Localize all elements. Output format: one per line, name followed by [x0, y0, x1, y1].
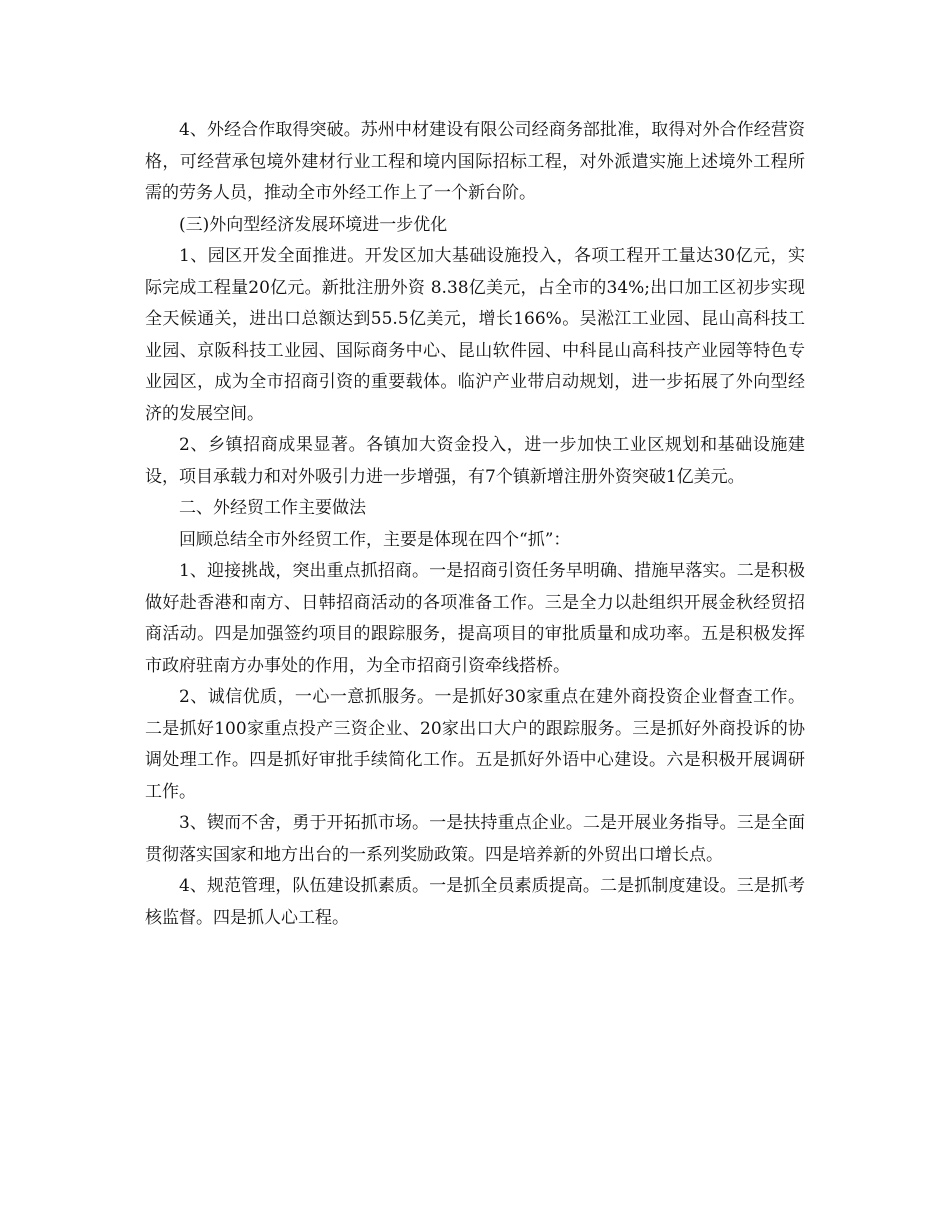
- paragraph-foreign-cooperation: 4、外经合作取得突破。苏州中材建设有限公司经商务部批准，取得对外合作经营资格，可经营承包境外建材行业工程和境内国际招标工程，对外派遣实施上述境外工程所需的劳务人员，推动全市外经工作上了一个新台阶。: [145, 120, 805, 203]
- document-body: [145, 115, 805, 934]
- paragraph-service: 2、诚信优质，一心一意抓服务。一是抓好30家重点在建外商投资企业督查工作。二是抓好100家重点投产三资企业、20家出口大户的跟踪服务。三是抓好外商投诉的协调处理工作。四是抓好审批手续简化工作。五是抓好外语中心建设。六是积极开展调研工作。: [145, 687, 805, 802]
- paragraph-township-investment: 2、乡镇招商成果显著。各镇加大资金投入，进一步加快工业区规划和基础设施建设，项目承载力和对外吸引力进一步增强，有7个镇新增注册外资突破1亿美元。: [145, 435, 805, 487]
- paragraph-management: 4、规范管理，队伍建设抓素质。一是抓全员素质提高。二是抓制度建设。三是抓考核监督。四是抓人心工程。: [145, 876, 805, 928]
- section-heading-methods: 二、外经贸工作主要做法: [179, 498, 366, 518]
- paragraph-review-summary: 回顾总结全市外经贸工作，主要是体现在四个“抓”：: [179, 529, 571, 550]
- paragraph-investment-attraction: 1、迎接挑战，突出重点抓招商。一是招商引资任务早明确、措施早落实。二是积极做好赴香港和南方、日韩招商活动的各项准备工作。三是全力以赴组织开展金秋经贸招商活动。四是加强签约项目的跟踪服务，提高项目的审批质量和成功率。五是积极发挥市政府驻南方办事处的作用，为全市招商引资牵线搭桥。: [145, 561, 805, 676]
- paragraph-park-development: 1、园区开发全面推进。开发区加大基础设施投入，各项工程开工量达30亿元，实际完成工程量20亿元。新批注册外资 8.38亿美元，占全市的34%;出口加工区初步实现全天候通关，进出口总额达到55.5亿美元，增长166%。吴淞江工业园、昆山高科技工业园、京阪科技工业园、国际商务中心、昆山软件园、中科昆山高科技产业园等特色专业园区，成为全市招商引资的重要载体。临沪产业带启动规划，进一步拓展了外向型经济的发展空间。: [145, 246, 805, 424]
- section-heading-environment: (三)外向型经济发展环境进一步优化: [179, 214, 448, 235]
- paragraph-market: 3、锲而不舍，勇于开拓抓市场。一是扶持重点企业。二是开展业务指导。三是全面贯彻落实国家和地方出台的一系列奖励政策。四是培养新的外贸出口增长点。: [145, 813, 805, 865]
